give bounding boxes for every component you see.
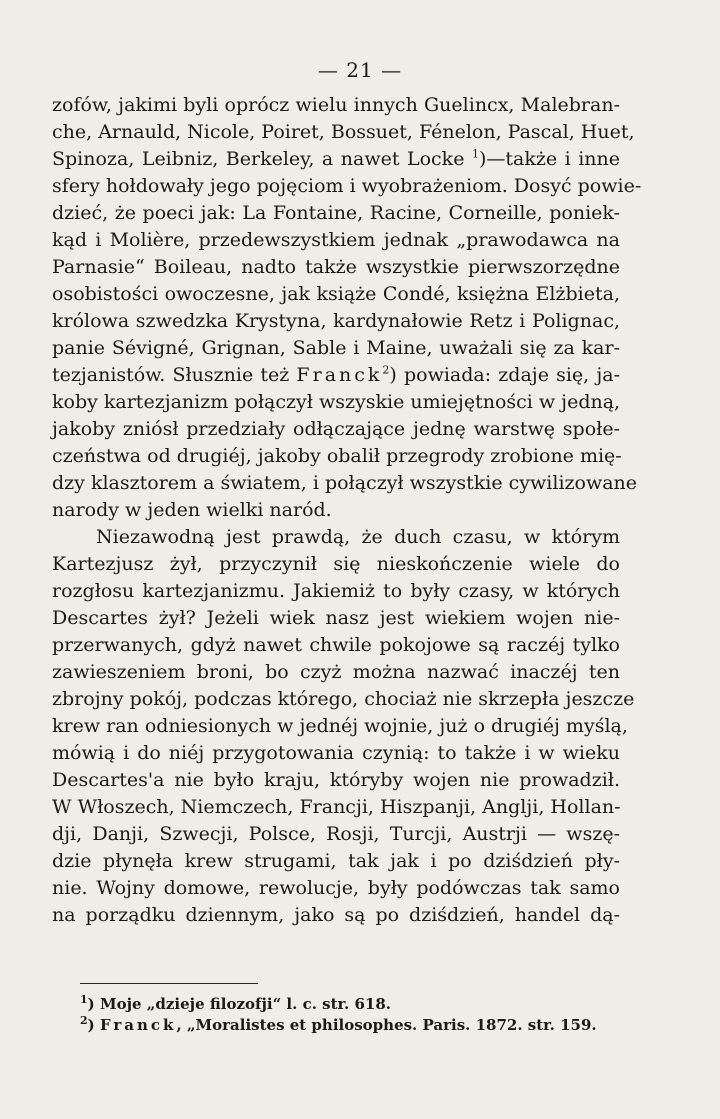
text-line: dji, Danji, Szwecji, Polsce, Rosji, Turcji, Austrji — wszę-	[52, 823, 620, 845]
spaced-name: Franck	[296, 364, 383, 386]
footnote-author: Franck	[100, 1016, 177, 1034]
text-line: dzie płynęła krew strugami, tak jak i po dziśdzień pły-	[52, 850, 620, 872]
text-line	[52, 362, 620, 389]
text-line: zofów, jakimi byli oprócz wielu innych Guelincx, Malebran-	[52, 94, 620, 116]
footnote-text: , „Moralistes et philosophes. Paris. 1872. str. 159.	[176, 1016, 597, 1034]
text-line: koby kartezjanizm połączył wszyskie umiejętności w jedną,	[52, 391, 621, 413]
text-line: czeństwa od drugiéj, jakoby obalił przegrody zrobione mię-	[52, 445, 622, 467]
footnote	[80, 994, 620, 1015]
text-line: che, Arnauld, Nicole, Poiret, Bossuet, Fénelon, Pascal, Huet,	[52, 121, 635, 143]
footnote-mark: 2	[80, 1014, 88, 1027]
text-segment: )—także i inne	[478, 148, 621, 170]
text-line: przerwanych, gdyż nawet chwile pokojowe są raczéj tylko	[52, 634, 620, 656]
footnote-text: Moje „dzieje filozofji“ l. c. str. 618.	[100, 995, 392, 1013]
text-line: W Włoszech, Niemczech, Francji, Hiszpanji, Anglji, Hollan-	[52, 796, 621, 818]
text-line: na porządku dziennym, jako są po dziśdzień, handel dą-	[52, 904, 620, 926]
footnote	[80, 1015, 620, 1036]
text-line: Parnasie“ Boileau, nadto także wszystkie pierwszorzędne	[52, 256, 620, 278]
footnote-mark-close: )	[87, 995, 95, 1013]
text-line: kąd i Molière, przedewszystkiem jednak „prawodawca na	[52, 229, 620, 251]
text-line: królowa szwedzka Krystyna, kardynałowie Retz i Polignac,	[52, 310, 620, 332]
text-line: zawieszeniem broni, bo czyż można nazwać inaczéj ten	[52, 661, 620, 683]
text-line: mówią i do niéj przygotowania czynią: to także i w wieku	[52, 742, 620, 764]
text-line: dzy klasztorem a światem, i połączył wszystkie cywilizowane	[52, 472, 638, 494]
text-segment: Spinoza, Leibniz, Berkeley, a nawet Locke	[52, 148, 465, 170]
text-line: panie Sévigné, Grignan, Sable i Maine, uważali się za kar-	[52, 337, 620, 359]
main-text	[52, 92, 642, 929]
text-line: jakoby zniósł przedziały odłączające jednę warstwę społe-	[52, 418, 620, 440]
footnote-ref: 2	[382, 363, 390, 377]
text-line: narody w jeden wielki naród.	[52, 499, 332, 521]
text-line: sfery hołdowały jego pojęciom i wyobrażeniom. Dosyć powie-	[52, 175, 642, 197]
footnote-mark-close: )	[87, 1016, 95, 1034]
page-number: — 21 —	[317, 58, 403, 82]
text-line: Kartezjusz żył, przyczynił się nieskończenie wiele do	[52, 553, 620, 575]
text-line: zbrojny pokój, podczas którego, chociaż nie skrzepła jeszcze	[52, 688, 635, 710]
text-line: rozgłosu kartezjanizmu. Jakiemiż to były czasy, w których	[52, 580, 620, 602]
text-line: Descartes żył? Jeżeli wiek nasz jest wiekiem wojen nie-	[52, 607, 620, 629]
text-line: dzieć, że poeci jak: La Fontaine, Racine, Corneille, poniek-	[52, 202, 620, 224]
text-line: Descartes'a nie było kraju, któryby wojen nie prowadził.	[52, 769, 620, 791]
text-segment: ) powiada: zdaje się, ja-	[389, 364, 621, 386]
text-line: nie. Wojny domowe, rewolucje, były podówczas tak samo	[52, 877, 620, 899]
footnote-mark: 1	[80, 993, 88, 1006]
footnotes	[80, 994, 620, 1036]
footnote-rule	[80, 983, 258, 984]
text-line: Niezawodną jest prawdą, że duch czasu, w którym	[96, 526, 620, 548]
text-line: krew ran odniesionych w jednéj wojnie, już o drugiéj myślą,	[52, 715, 628, 737]
footnote-ref: 1	[471, 147, 479, 161]
text-line	[52, 146, 620, 173]
text-segment: tezjanistów. Słusznie też	[52, 364, 290, 386]
text-line: osobistości owoczesne, jak książe Condé, księżna Elżbieta,	[52, 283, 620, 305]
